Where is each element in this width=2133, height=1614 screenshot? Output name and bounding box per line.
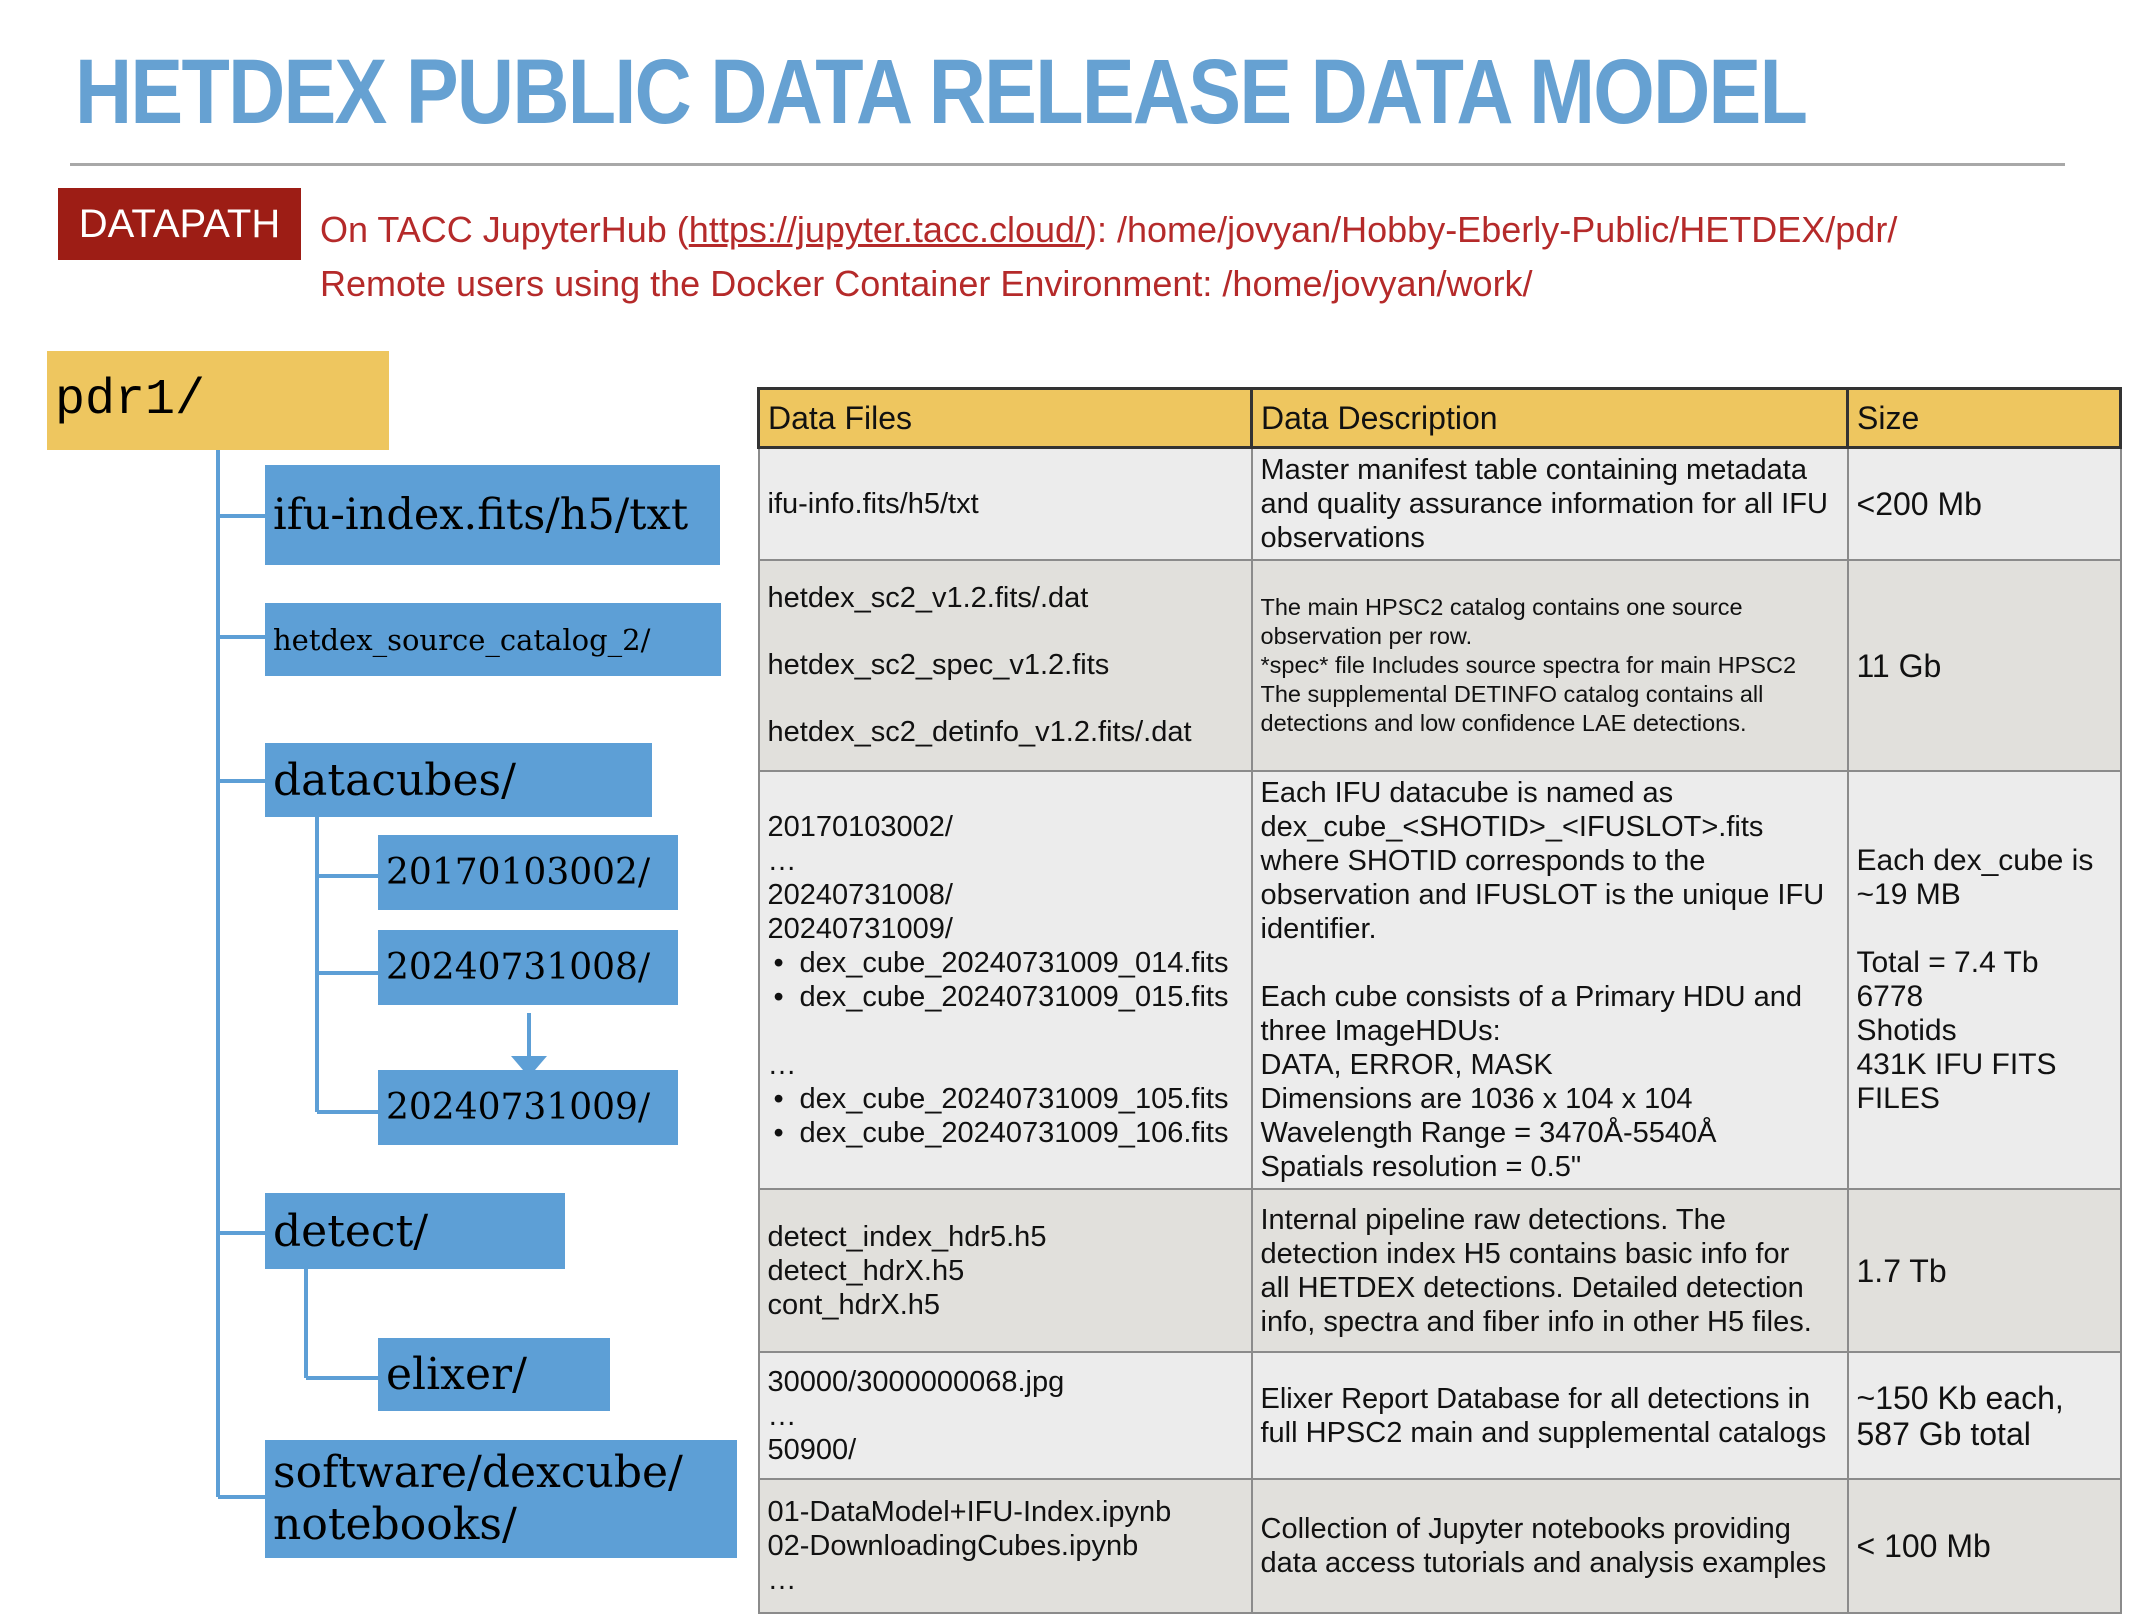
jupyterhub-path-suffix: ): /home/jovyan/Hobby-Eberly-Public/HETDEX/pdr/ xyxy=(1085,209,1898,250)
row5-size-line: ~150 Kb each, xyxy=(1856,1379,2064,1416)
row4-description xyxy=(1252,1189,1848,1352)
row3-bullet-file: • dex_cube_20240731009_105.fits xyxy=(768,1082,1243,1116)
row2-desc-line: *spec* file Includes source spectra for main HPSC2 xyxy=(1260,652,1797,678)
row3-bullet-file: • dex_cube_20240731009_014.fits xyxy=(768,946,1243,980)
row3-file-line: 20170103002/ xyxy=(767,811,953,843)
tree-elixer: elixer/ xyxy=(378,1338,610,1411)
row6-description xyxy=(1252,1479,1848,1613)
row5-file-line: 30000/3000000068.jpg xyxy=(767,1365,1065,1398)
tree-software-line2: notebooks/ xyxy=(273,1499,517,1550)
row1-desc-line: and quality assurance information for all IFU xyxy=(1260,488,1828,520)
row3-desc-line: Each cube consists of a Primary HDU and xyxy=(1260,981,1803,1013)
row6-files xyxy=(759,1479,1252,1613)
row3-file-line: … xyxy=(767,845,797,877)
row6-desc-line: data access tutorials and analysis examples xyxy=(1260,1547,1827,1579)
row4-file-line: detect_index_hdr5.h5 xyxy=(767,1220,1047,1253)
tree-ifu-index: ifu-index.fits/h5/txt xyxy=(265,465,720,565)
table-row xyxy=(759,771,2121,1189)
page-title: HETDEX PUBLIC DATA RELEASE DATA MODEL xyxy=(75,41,1807,143)
table-row xyxy=(759,1479,2121,1613)
row4-desc-line: Internal pipeline raw detections. The xyxy=(1260,1203,1726,1236)
row2-desc-line: observation per row. xyxy=(1260,623,1473,649)
row2-size: 11 Gb xyxy=(1848,560,2121,771)
row3-file-line: 20240731009/ xyxy=(767,913,953,945)
row4-size: 1.7 Tb xyxy=(1848,1189,2121,1352)
row3-desc-line: identifier. xyxy=(1260,913,1377,945)
row3-desc-line: observation and IFUSLOT is the unique IFU xyxy=(1260,879,1825,911)
jupyterhub-link[interactable]: https://jupyter.tacc.cloud/ xyxy=(688,209,1086,250)
row5-description xyxy=(1252,1352,1848,1479)
row3-desc-line: Wavelength Range = 3470Å-5540Å xyxy=(1260,1117,1717,1149)
row2-files xyxy=(759,560,1252,771)
row5-desc-line: full HPSC2 main and supplemental catalogs xyxy=(1260,1416,1827,1449)
row3-desc-line: where SHOTID corresponds to the xyxy=(1260,845,1706,877)
row5-desc-line: Elixer Report Database for all detections in xyxy=(1260,1382,1811,1415)
row6-file-line: 02-DownloadingCubes.ipynb xyxy=(767,1530,1139,1562)
row3-size xyxy=(1848,771,2121,1189)
tree-detect: detect/ xyxy=(265,1193,565,1269)
row1-desc-line: observations xyxy=(1260,522,1425,554)
row4-file-line: cont_hdrX.h5 xyxy=(767,1288,941,1321)
row3-file-line: 20240731008/ xyxy=(767,879,953,911)
row5-files xyxy=(759,1352,1252,1479)
row4-desc-line: info, spectra and fiber info in other H5 files. xyxy=(1260,1305,1812,1338)
tree-root-pdr1: pdr1/ xyxy=(47,351,389,450)
row1-description xyxy=(1252,448,1848,561)
row2-desc-line: The main HPSC2 catalog contains one source xyxy=(1260,594,1743,620)
header-size: Size xyxy=(1848,389,2121,448)
tree-datacubes: datacubes/ xyxy=(265,743,652,817)
row3-ellipsis: … xyxy=(767,1049,797,1081)
row5-file-line: … xyxy=(767,1399,797,1432)
row2-file-line: hetdex_sc2_detinfo_v1.2.fits/.dat xyxy=(767,716,1192,748)
row5-size xyxy=(1848,1352,2121,1479)
row3-size-line: ~19 MB xyxy=(1856,878,1961,911)
row3-size-line: FILES xyxy=(1856,1082,1940,1115)
row2-description xyxy=(1252,560,1848,771)
row5-file-line: 50900/ xyxy=(767,1433,857,1466)
row5-size-line: 587 Gb total xyxy=(1856,1415,2031,1452)
table-row xyxy=(759,560,2121,771)
row2-desc-line: detections and low confidence LAE detections. xyxy=(1260,710,1747,736)
tree-source-catalog: hetdex_source_catalog_2/ xyxy=(265,603,721,676)
row4-file-line: detect_hdrX.h5 xyxy=(767,1254,965,1287)
row2-file-line: hetdex_sc2_spec_v1.2.fits xyxy=(767,649,1110,681)
row3-desc-line: DATA, ERROR, MASK xyxy=(1260,1049,1553,1081)
row4-desc-line: all HETDEX detections. Detailed detection xyxy=(1260,1271,1804,1304)
row6-desc-line: Collection of Jupyter notebooks providing xyxy=(1260,1513,1791,1545)
tree-shot-20240731009: 20240731009/ xyxy=(378,1070,678,1145)
datapath-badge: DATAPATH xyxy=(58,188,301,260)
row3-desc-line: Each IFU datacube is named as xyxy=(1260,777,1674,809)
row1-file: ifu-info.fits/h5/txt xyxy=(759,448,1252,561)
row3-files xyxy=(759,771,1252,1189)
row3-size-line: 6778 xyxy=(1856,980,1924,1013)
row4-desc-line: detection index H5 contains basic info for xyxy=(1260,1237,1790,1270)
data-files-table xyxy=(757,387,2122,1614)
tree-shot-20240731008: 20240731008/ xyxy=(378,930,678,1005)
table-header-row xyxy=(759,389,2121,448)
row1-size: <200 Mb xyxy=(1848,448,2121,561)
docker-path: Remote users using the Docker Container Environment: /home/jovyan/work/ xyxy=(320,263,1533,304)
row3-desc-line: dex_cube_<SHOTID>_<IFUSLOT>.fits xyxy=(1260,811,1764,843)
tree-shot-20170103002: 20170103002/ xyxy=(378,835,678,910)
row2-file-line: hetdex_sc2_v1.2.fits/.dat xyxy=(767,582,1089,614)
row6-size: < 100 Mb xyxy=(1848,1479,2121,1613)
row3-size-line: 431K IFU FITS xyxy=(1856,1048,2057,1081)
row3-size-line: Total = 7.4 Tb xyxy=(1856,946,2039,979)
row3-size-line: Each dex_cube is xyxy=(1856,844,2094,877)
row3-size-line: Shotids xyxy=(1856,1014,1957,1047)
row2-desc-line: The supplemental DETINFO catalog contains all xyxy=(1260,681,1764,707)
table-row xyxy=(759,1352,2121,1479)
tree-software-line1: software/dexcube/ xyxy=(273,1447,683,1498)
row4-files xyxy=(759,1189,1252,1352)
row3-bullet-file: • dex_cube_20240731009_015.fits xyxy=(768,980,1243,1014)
row3-bullet-file: • dex_cube_20240731009_106.fits xyxy=(768,1116,1243,1150)
row1-desc-line: Master manifest table containing metadata xyxy=(1260,454,1807,486)
row3-description xyxy=(1252,771,1848,1189)
row3-desc-line: Spatials resolution = 0.5" xyxy=(1260,1151,1582,1183)
table-row xyxy=(759,448,2121,561)
tree-software-notebooks xyxy=(265,1440,737,1558)
header-data-files: Data Files xyxy=(759,389,1252,448)
row3-desc-line: three ImageHDUs: xyxy=(1260,1015,1501,1047)
row3-desc-line: Dimensions are 1036 x 104 x 104 xyxy=(1260,1083,1693,1115)
jupyterhub-path-prefix: On TACC JupyterHub ( xyxy=(320,209,689,250)
row6-file-line: 01-DataModel+IFU-Index.ipynb xyxy=(767,1496,1172,1528)
row6-file-line: … xyxy=(767,1564,797,1596)
header-data-description: Data Description xyxy=(1252,389,1848,448)
table-row xyxy=(759,1189,2121,1352)
